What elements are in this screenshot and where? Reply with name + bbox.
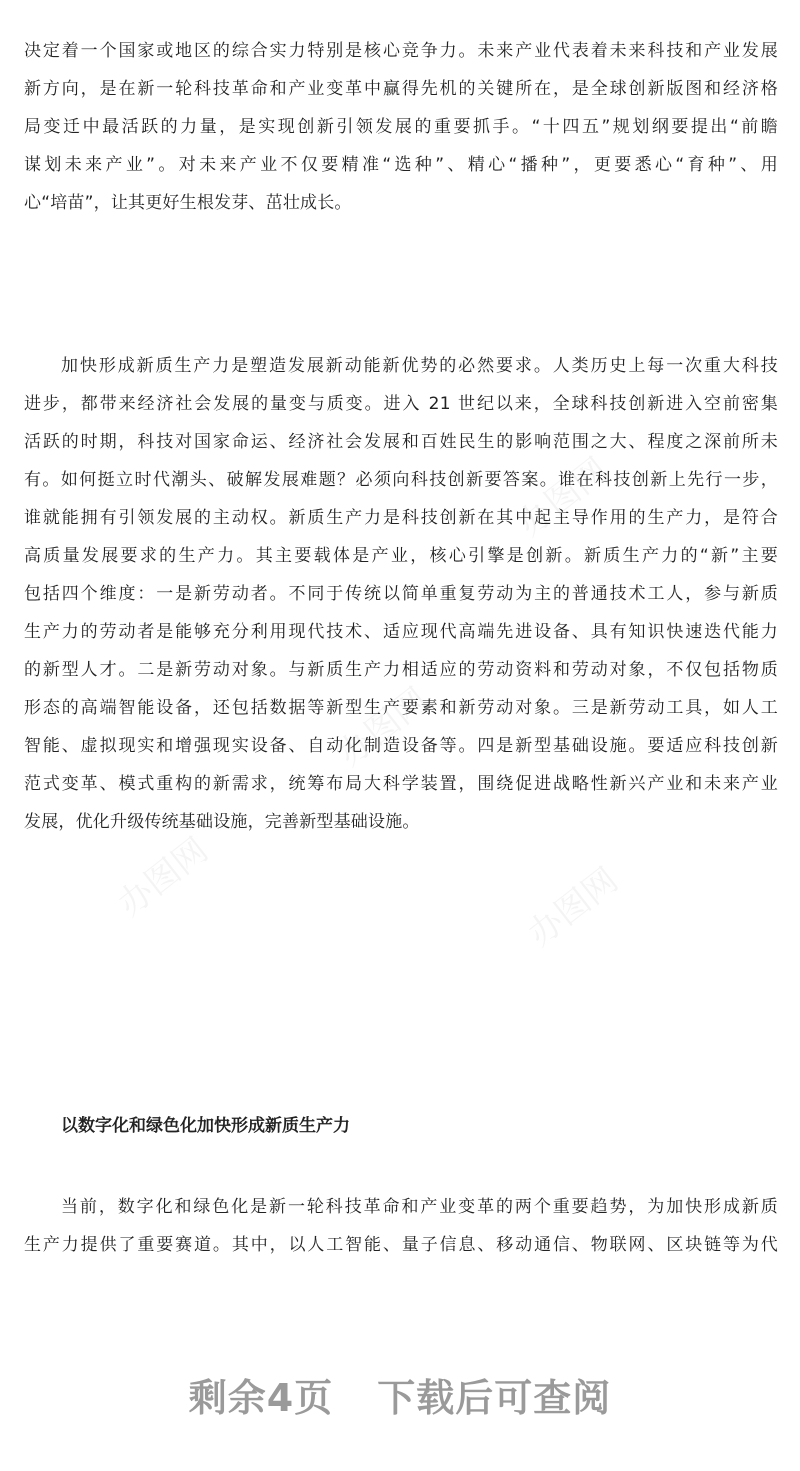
watermark: 办图网	[330, 680, 436, 775]
download-banner[interactable]	[0, 1368, 800, 1428]
paragraph-2	[24, 347, 778, 841]
text-line: 范式变革、模式重构的新需求，统筹布局大科学装置，围绕促进战略性新兴产业和未来产业	[24, 774, 778, 794]
text-line: 智能、虚拟现实和增强现实设备、自动化制造设备等。四是新型基础设施。要适应科技创新	[24, 736, 778, 756]
watermark: 办图网	[510, 450, 616, 545]
text-line: 谁就能拥有引领发展的主动权。新质生产力是科技创新在其中起主导作用的生产力，是符合	[24, 508, 778, 528]
text-line: 心“培苗”，让其更好生根发芽、茁壮成长。	[24, 193, 352, 213]
text-line: 当前，数字化和绿色化是新一轮科技革命和产业变革的两个重要趋势，为加快形成新质	[61, 1197, 778, 1217]
text-line: 的新型人才。二是新劳动对象。与新质生产力相适应的劳动资料和劳动对象，不仅包括物质	[24, 660, 778, 680]
text-line: 有。如何挺立时代潮头、破解发展难题？必须向科技创新要答案。谁在科技创新上先行一步，	[24, 470, 778, 490]
text-line: 包括四个维度：一是新劳动者。不同于传统以简单重复劳动为主的普通技术工人，参与新质	[24, 584, 778, 604]
section-heading: 以数字化和绿色化加快形成新质生产力	[61, 1116, 350, 1136]
text-line: 生产力的劳动者是能够充分利用现代技术、适应现代高端先进设备、具有知识快速迭代能力	[24, 622, 778, 642]
text-line: 生产力提供了重要赛道。其中，以人工智能、量子信息、移动通信、物联网、区块链等为代	[24, 1235, 778, 1255]
text-line: 新方向，是在新一轮科技革命和产业变革中赢得先机的关键所在，是全球创新版图和经济格	[24, 79, 778, 99]
text-line: 发展，优化升级传统基础设施，完善新型基础设施。	[24, 812, 420, 832]
download-prompt-text: 下载后可查阅	[377, 1376, 612, 1420]
text-line: 加快形成新质生产力是塑造发展新动能新优势的必然要求。人类历史上每一次重大科技	[61, 356, 778, 376]
text-line: 形态的高端智能设备，还包括数据等新型生产要素和新劳动对象。三是新劳动工具，如人工	[24, 698, 778, 718]
remaining-pages-text: 剩余4页	[188, 1376, 334, 1420]
paragraph-1	[24, 32, 778, 222]
text-line: 活跃的时期，科技对国家命运、经济社会发展和百姓民生的影响范围之大、程度之深前所未	[24, 432, 778, 452]
text-line: 局变迁中最活跃的力量，是实现创新引领发展的重要抓手。“十四五”规划纲要提出“前瞻	[24, 117, 778, 137]
text-line: 高质量发展要求的生产力。其主要载体是产业，核心引擎是创新。新质生产力的“新”主要	[24, 546, 778, 566]
watermark: 办图网	[520, 860, 626, 955]
text-line: 决定着一个国家或地区的综合实力特别是核心竞争力。未来产业代表着未来科技和产业发展	[24, 41, 778, 61]
watermark: 办图网	[110, 830, 216, 925]
paragraph-3	[24, 1188, 778, 1264]
text-line: 谋划未来产业”。对未来产业不仅要精准“选种”、精心“播种”，更要悉心“育种”、用	[24, 155, 778, 175]
text-line: 进步，都带来经济社会发展的量变与质变。进入 21 世纪以来，全球科技创新进入空前密集	[24, 394, 778, 414]
